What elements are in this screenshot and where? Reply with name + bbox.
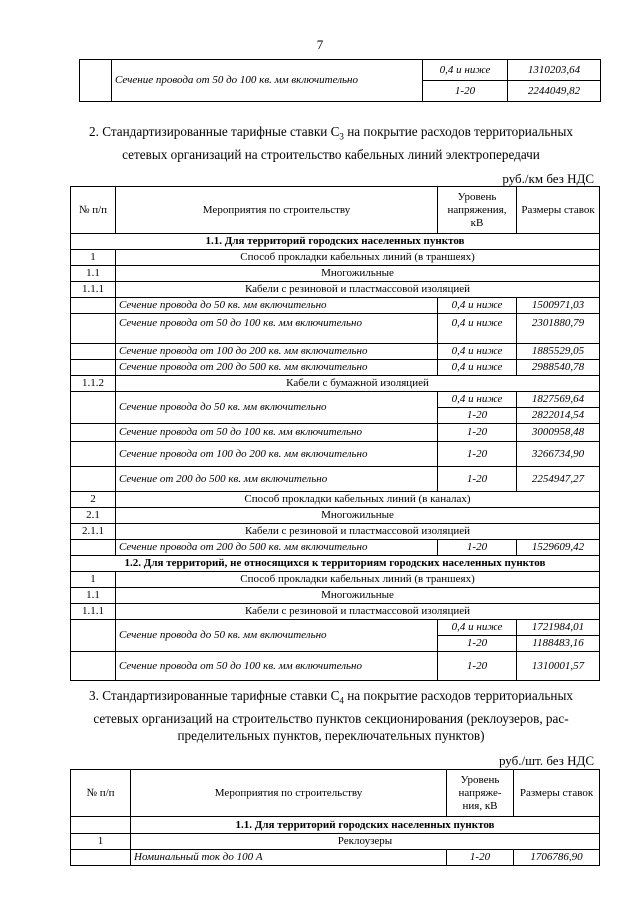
unit-label: руб./км без НДС [502,171,594,186]
table-row: Сечение провода от 100 до 200 кв. мм включительно 0,4 и ниже 1885529,05 [71,344,600,360]
voltage-cell: 0,4 и ниже [423,60,508,81]
table-row: Сечение провода до 50 кв. мм включительно 0,4 и ниже 1827569,64 [71,392,600,408]
row-num: 1.1 [71,588,116,604]
rates-table-c3 [70,186,600,681]
table-row: Сечение провода от 200 до 500 кв. мм включительно 1-20 1529609,42 [71,540,600,556]
table-row: Сечение провода от 50 до 100 кв. мм включительно 1-20 3000958,48 [71,424,600,442]
header-voltage: Уровень напряжения, кВ [438,187,517,234]
row-text: Способ прокладки кабельных линий (в каналах) [116,492,600,508]
header-num: № п/п [71,770,131,817]
section-title: 1.1. Для территорий городских населенных пунктов [131,817,600,834]
table-row: 1-20 1188483,16 [71,636,600,652]
table-row: Сечение провода от 50 до 100 кв. мм включительно 1-20 1310001,57 [71,652,600,681]
row-num: 1 [71,834,131,850]
rate-cell: 1310203,64 [508,60,601,81]
row-num: 1.1.1 [71,282,116,298]
table-row: Номинальный ток до 100 А 1-20 1706786,90 [71,850,600,866]
row-num: 1 [71,250,116,266]
row-text: Реклоузеры [131,834,600,850]
header-rate: Размеры ставок [517,187,600,234]
rate-cell: 2244049,82 [508,81,601,102]
row-text: Кабели с резиновой и пластмассовой изоляцией [116,524,600,540]
row-num: 1.1 [71,266,116,282]
row-text: Многожильные [116,266,600,282]
row-num: 2 [71,492,116,508]
num-cell [80,60,112,102]
row-text: Многожильные [116,508,600,524]
table-row: Сечение провода от 50 до 100 кв. мм включительно 0,4 и ниже 2301880,79 [71,314,600,344]
table-row: Сечение провода от 200 до 500 кв. мм включительно 0,4 и ниже 2988540,78 [71,360,600,376]
row-text: Многожильные [116,588,600,604]
table-row: 1-20 2822014,54 [71,408,600,424]
section-title: 1.2. Для территорий, не относящихся к территориям городских населенных пунктов [71,556,600,572]
header-measure: Мероприятия по строительству [131,770,447,817]
table-row: Сечение провода до 50 кв. мм включительно 0,4 и ниже 1721984,01 [71,620,600,636]
row-text: Кабели с резиновой и пластмассовой изоляцией [116,604,600,620]
page-number: 7 [316,37,324,52]
header-num: № п/п [71,187,116,234]
table-row: Сечение провода до 50 кв. мм включительно 0,4 и ниже 1500971,03 [71,298,600,314]
header-measure: Мероприятия по строительству [116,187,438,234]
header-voltage: Уровень напряже-ния, кВ [447,770,514,817]
row-text: Кабели с резиновой и пластмассовой изоляцией [116,282,600,298]
header-rate: Размеры ставок [514,770,600,817]
voltage-cell: 1-20 [423,81,508,102]
row-num: 1.1.2 [71,376,116,392]
row-num: 2.1.1 [71,524,116,540]
section-2-heading: 2. Стандартизированные тарифные ставки $С_3$ на покрытие расходов территориальных сетевых организаций на строительство кабельных линий электропередачи [89,124,573,162]
table-row: Сечение от 200 до 500 кв. мм включительно 1-20 2254947,27 [71,467,600,492]
row-num: 1.1.1 [71,604,116,620]
unit-label: руб./шт. без НДС [498,753,594,768]
row-text: Кабели с бумажной изоляцией [116,376,600,392]
row-text: Способ прокладки кабельных линий (в траншеях) [116,250,600,266]
row-num: 2.1 [71,508,116,524]
row-num: 1 [71,572,116,588]
top-table [79,59,601,102]
row-label: Сечение провода от 50 до 100 кв. мм включительно [112,60,423,102]
rates-table-c4 [70,769,600,866]
section-3-heading: 3. Стандартизированные тарифные ставки $С_4$ на покрытие расходов территориальных сетевых организаций на строительство пунктов секционирования (реклоузеров, рас- пределительных пунктов, переключательных пунктов) [89,688,573,743]
row-text: Способ прокладки кабельных линий (в траншеях) [116,572,600,588]
table-row: Сечение провода от 100 до 200 кв. мм включительно 1-20 3266734,90 [71,442,600,467]
section-title: 1.1. Для территорий городских населенных пунктов [71,234,600,250]
